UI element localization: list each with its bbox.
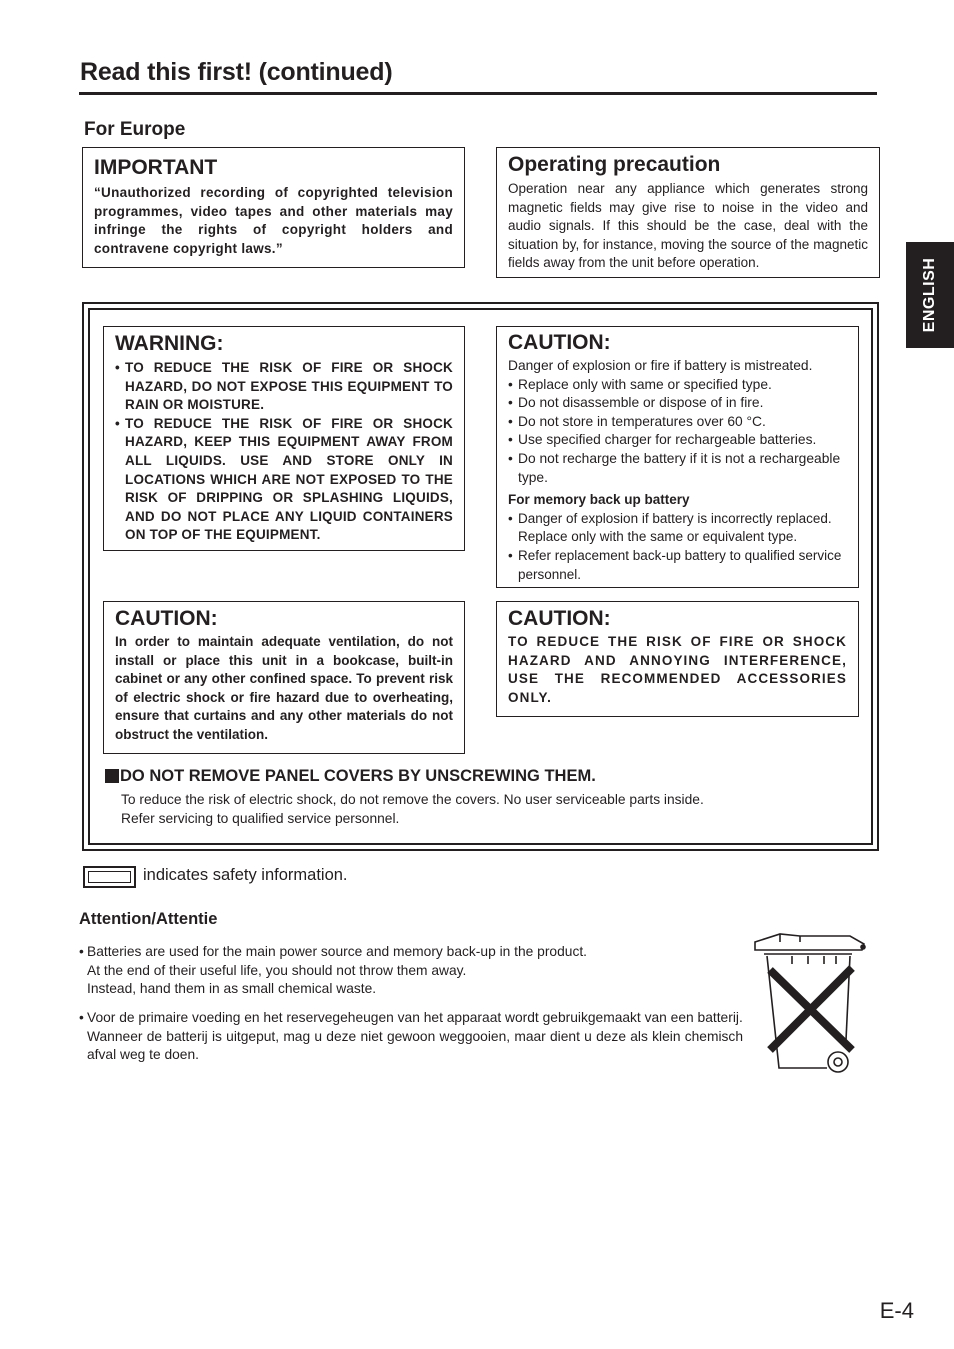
caution-battery-item: • Do not store in temperatures over 60 °C.	[508, 413, 847, 432]
caution-ventilation-box	[103, 601, 465, 754]
caution-battery-item: • Replace only with same or specified type.	[508, 376, 847, 395]
warning-item: • TO REDUCE THE RISK OF FIRE OR SHOCK HAZARD, KEEP THIS EQUIPMENT AWAY FROM ALL LIQUIDS. USE AND STORE ONLY IN LOCATIONS WHICH ARE NOT EXPOSED TO THE RISK OF DRIPPING OR SPLASHING LIQUIDS, AND DO NOT PLACE ANY LIQUID CONTAINERS ON TOP OF THE EQUIPMENT.	[115, 415, 453, 545]
attention-dutch	[79, 1009, 743, 1065]
operating-title: Operating precaution	[508, 153, 721, 176]
square-bullet-icon	[105, 769, 119, 783]
panel-covers-heading: DO NOT REMOVE PANEL COVERS BY UNSCREWING THEM.	[120, 767, 596, 785]
panel-covers-line: Refer servicing to qualified service personnel.	[121, 811, 400, 826]
bullet-icon: •	[79, 1010, 84, 1025]
caution-battery-item: • Use specified charger for rechargeable batteries.	[508, 431, 847, 450]
language-tab	[906, 242, 954, 348]
operating-text: Operation near any appliance which generates strong magnetic fields may give rise to noise in the video and audio signals. If this should be the case, deal with the situation by, for instance, moving the source of the magnetic fields away from the unit before operation.	[508, 181, 868, 271]
memory-backup-item: • Refer replacement back-up battery to qualified service personnel.	[508, 547, 847, 584]
caution-battery-title: CAUTION:	[508, 331, 611, 354]
caution-ventilation-title: CAUTION:	[115, 607, 218, 630]
important-title: IMPORTANT	[94, 156, 218, 179]
warning-box	[103, 326, 465, 551]
attention-english	[79, 943, 743, 999]
caution-ventilation-text: In order to maintain adequate ventilation, do not install or place this unit in a bookcase, built-in cabinet or any other confined space. To prevent risk of electric shock or fire hazard due to overheating, ensure that curtains and any other materials do not obstruct the ventilation.	[115, 634, 453, 742]
attention-line: Voor de primaire voeding en het reservegeheugen van het apparaat wordt gebruikgemaakt van een batterij.	[87, 1010, 743, 1025]
attention-line: At the end of their useful life, you should not throw them away.	[87, 962, 467, 978]
caution-battery-intro: Danger of explosion or fire if battery is mistreated.	[508, 358, 813, 373]
important-text: “Unauthorized recording of copyrighted television programmes, video tapes and other materials may infringe the rights of copyright holders and contravene copyright laws.”	[94, 185, 453, 256]
caution-accessories-title: CAUTION:	[508, 607, 611, 630]
language-tab-label: ENGLISH	[921, 257, 938, 333]
crossed-out-wheeled-bin-icon	[752, 930, 870, 1078]
page-number: E-4	[879, 1298, 914, 1323]
caution-accessories-text: TO REDUCE THE RISK OF FIRE OR SHOCK HAZARD AND ANNOYING INTERFERENCE, USE THE RECOMMENDED ACCESSORIES ONLY.	[508, 634, 847, 705]
title-rule	[79, 92, 877, 95]
bullet-icon: •	[79, 944, 84, 959]
memory-backup-item: • Danger of explosion if battery is incorrectly replaced. Replace only with the same or equivalent type.	[508, 510, 847, 547]
page-title: Read this first! (continued)	[80, 58, 393, 86]
operating-box	[496, 147, 880, 278]
caution-battery-item: • Do not disassemble or dispose of in fire.	[508, 394, 847, 413]
attention-line: Wanneer de batterij is uitgeput, mag u deze niet gewoon weggooien, maar dient u deze als klein chemisch afval weg te doen.	[87, 1028, 743, 1063]
memory-backup-heading: For memory back up battery	[508, 492, 690, 508]
attention-heading: Attention/Attentie	[79, 910, 218, 928]
caution-battery-box	[496, 326, 859, 588]
section-heading: For Europe	[84, 119, 186, 140]
safety-legend-text: indicates safety information.	[143, 866, 348, 884]
important-box	[82, 147, 465, 268]
panel-covers-line: To reduce the risk of electric shock, do not remove the covers. No user serviceable parts inside.	[121, 792, 704, 807]
caution-battery-item: • Do not recharge the battery if it is not a rechargeable type.	[508, 450, 847, 487]
warning-item: • TO REDUCE THE RISK OF FIRE OR SHOCK HAZARD, DO NOT EXPOSE THIS EQUIPMENT TO RAIN OR MOISTURE.	[115, 359, 453, 415]
attention-line: Batteries are used for the main power source and memory back-up in the product.	[87, 944, 588, 959]
caution-accessories-box	[496, 601, 859, 717]
double-frame-icon	[83, 866, 136, 888]
warning-title: WARNING:	[115, 332, 224, 355]
attention-line: Instead, hand them in as small chemical waste.	[87, 981, 377, 997]
